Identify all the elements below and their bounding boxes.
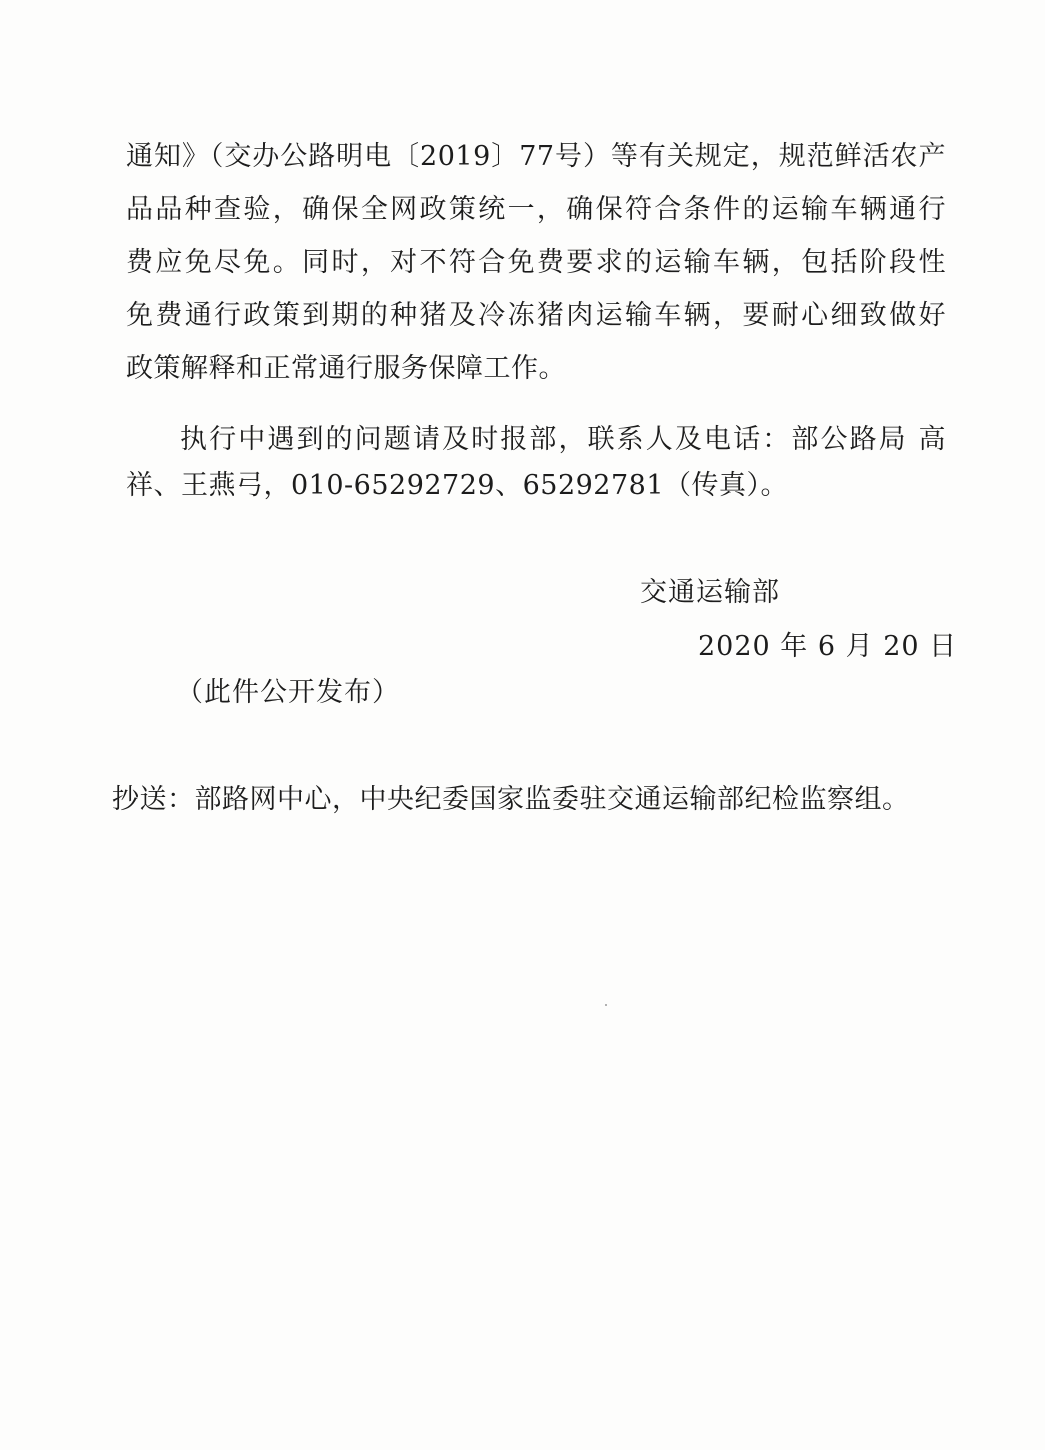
body-line: 品品种查验，确保全网政策统一，确保符合条件的运输车辆通行 xyxy=(126,194,946,225)
body-line: 政策解释和正常通行服务保障工作。 xyxy=(126,353,566,384)
issuer-name: 交通运输部 xyxy=(640,577,780,608)
body-line: 执行中遇到的问题请及时报部，联系人及电话：部公路局 高 xyxy=(180,424,946,455)
cc-line: 抄送：部路网中心，中央纪委国家监委驻交通运输部纪检监察组。 xyxy=(112,784,910,815)
issue-date: 2020 年 6 月 20 日 xyxy=(698,631,958,662)
body-line: 祥、王燕弓，010-65292729、65292781（传真）。 xyxy=(126,470,789,501)
scan-speck xyxy=(605,1004,607,1006)
body-line: 免费通行政策到期的种猪及冷冻猪肉运输车辆，要耐心细致做好 xyxy=(126,300,946,331)
body-line: 通知》（交办公路明电〔2019〕77号）等有关规定，规范鲜活农产 xyxy=(126,141,946,172)
body-line: 费应免尽免。同时，对不符合免费要求的运输车辆，包括阶段性 xyxy=(126,247,946,278)
publication-note: （此件公开发布） xyxy=(176,677,400,708)
